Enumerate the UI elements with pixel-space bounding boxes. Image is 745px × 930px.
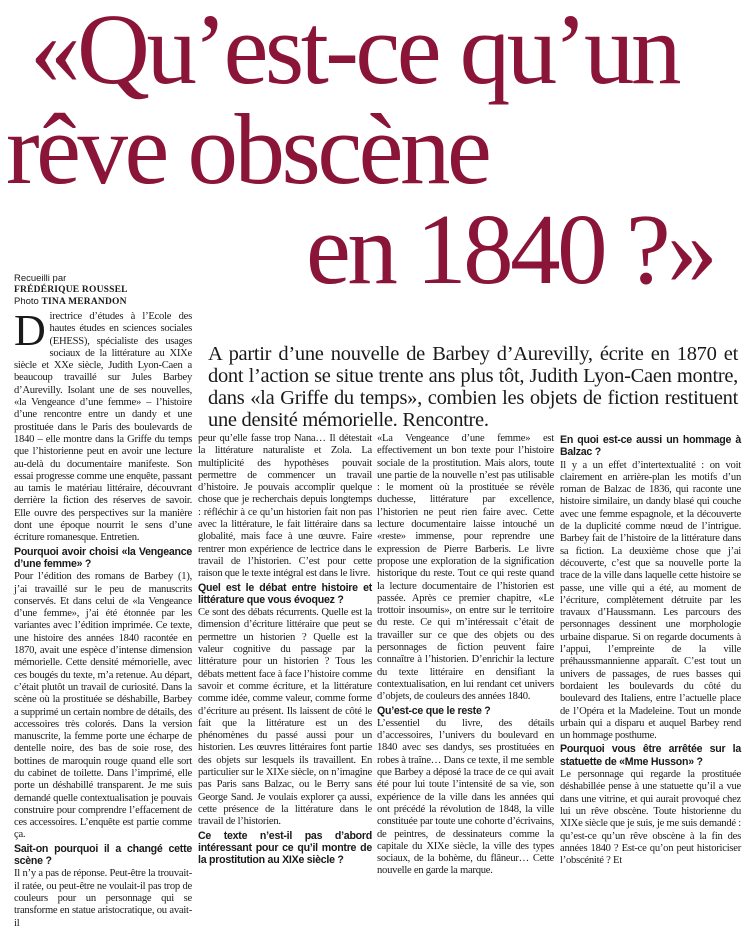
photo-credit: Photo TINA MERANDON bbox=[14, 296, 127, 307]
answer: Le personnage qui regarde la prostituée déshabillée pense à une statuette qu’il a vue dans une vitrine, et qui aurait provoqué chez lui un rêve obscène. Toute historienne du XIXe siècle que je suis, je me suis demandé : qu’est-ce qu’un rêve obscène à la fin des années 1840 ? Est-ce qu’on peut historiciser l’obscénité ? Et bbox=[560, 769, 741, 867]
answer: peur qu’elle fasse trop Nana… Il détestait la littérature naturaliste et Zola. La multiplicité des hypothèses pouvait permettre de commencer un travail d’histoire. Je pouvais accomplir quelque chose que je recherchais depuis longtemps : réfléchir à ce qu’un historien fait non pas avec la littérature, le fait littéraire dans sa globalité, mais face à une œuvre. Faire rentrer mon expérience de lectrice dans le travail de l’historien. C’est pour cette raison que le texte intégral est dans le livre. bbox=[198, 433, 372, 580]
article-column-1 bbox=[14, 306, 192, 929]
article-column-3 bbox=[377, 433, 554, 877]
answer: Pour l’édition des romans de Barbey (1), j’ai travaillé sur le peu de manuscrits conservés. Et dans celui de «la Vengeance d’une femme», j’ai été étonnée par les variantes avec l’édition imprimée. Ce texte, une histoire des années 1840 racontée en 1870, avait une espèce d’intense dimension mémorielle. Cette densité mémorielle, avec ces bougés du texte, m’a retenue. Au départ, c’était plutôt un travail de curiosité. Dans la scène où la prostituée se déshabille, Barbey a supprimé un certain nombre de détails, des accessoires très colorés. Dans la version manuscrite, la femme porte une écharpe de dentelle noire, des bas de soie rose, des bottines de maroquin rouge quand elle sort du cabinet de toilette. Dans l’imprimé, elle porte un déshabillé transparent. Je me suis demandé quelle contextualisation je pouvais construire pour comprendre l’effacement de ces accessoires. L’enquête est partie comme ça. bbox=[14, 571, 192, 841]
answer: «La Vengeance d’une femme» est effectivement un bon texte pour l’histoire sociale de la prostitution. Mais alors, toute une partie de la nouvelle n’est pas utilisable : le moment où la prostituée se révèle duchesse, littérature par excellence, l’historien ne peut rien faire avec. Cette lecture documentaire laisse intouché un «reste» immense, pour reprendre une expression de Pierre Barberis. Le livre propose une exploration de la signification historique du reste. Tout ce qui reste quand la lecture documentaire de l’historien est passée. Après ce premier chapitre, «Le trottoir insoumis», on entre sur le territoire du reste. Ce qui m’intéressait c’était de travailler sur ce que des objets ou des personnages de fiction peuvent faire connaître à l’historien. D’enrichir la lecture du texte littéraire en densifiant la contextualisation, en lui rendant cet univers d’objets, de couleurs des années 1840. bbox=[377, 433, 554, 703]
question: Pourquoi avoir choisi «la Vengeance d’une femme» ? bbox=[14, 545, 192, 570]
answer: Il y a un effet d’intertextualité : on voit clairement en arrière-plan les motifs d’un roman de Balzac de 1836, qui raconte une histoire similaire, un dandy blasé qui couche avec une femme espagnole, et la découverte de la duplicité comme nœud de l’intrigue. Barbey fait de l’histoire de la littérature dans sa fiction. La deuxième chose que j’ai découverte, c’est que sa nouvelle porte la trace de la ville dans laquelle cette histoire se passe, une ville qui a été, au moment de l’écriture, complètement détruite par les travaux d’Haussmann. Les parcours des personnages dessinent une morphologie urbaine disparue. Si on regarde documents à l’appui, l’empreinte de la ville préhaussmannienne apparaît. C’est tout un univers de passages, de rues basses qui bordaient les boulevards du côté du boulevard des Italiens, entre l’actuelle place de l’Opéra et la Madeleine. Tout un monde urbain qui a disparu et auquel Barbey rend un hommage posthume. bbox=[560, 459, 741, 742]
headline-line-3: en 1840 ?» bbox=[306, 193, 715, 305]
question: Sait-on pourquoi il a changé cette scène ? bbox=[14, 842, 192, 868]
answer: L’essentiel du livre, des détails d’accessoires, l’univers du boulevard en 1840 avec ses dandys, ses prostituées en robes à traîne… Dans ce texte, il me semble que Barbey a déposé la trace de ce qui avait été pour lui toute l’intensité de sa vie, son expérience de la ville dans les années qui ont précédé la révolution de 1848, la ville constituée par toute une cohorte d’écrivains, de peintres, de dessinateurs comme la capitale du XIXe siècle, la ville des types sociaux, de la bohème, du flâneur… Cette nouvelle en garde la marque. bbox=[377, 717, 554, 877]
answer: Ce sont des débats récurrents. Quelle est la dimension d’écriture littéraire que peut se permettre un historien ? Quelle est la valeur cognitive du passage par la littérature pour un historien ? Tous les débats mettent face à face l’histoire comme savoir et comme écriture, et la littérature comme idée, comme valeur, comme forme d’écriture au présent. Ils laissent de côté le fait que la littérature est un des phénomènes du passé aussi pour un historien. Les œuvres littéraires font partie des objets sur lesquels ils travaillent. En particulier sur le XIXe siècle, on n’imagine pas Paris sans Balzac, ou le Berry sans George Sand. Je voulais explorer ça aussi, cette présence de la littérature dans le travail de l’historien. bbox=[198, 607, 372, 828]
drop-cap: D bbox=[14, 306, 46, 355]
collected-by-name: FRÉDÉRIQUE ROUSSEL bbox=[14, 285, 128, 295]
headline-line-2: rêve obscène bbox=[6, 93, 489, 205]
article-column-4 bbox=[560, 433, 741, 867]
question: Pourquoi vous être arrêtée sur la statuette de «Mme Husson» ? bbox=[560, 743, 741, 768]
collected-by-label: Recueilli par bbox=[14, 273, 67, 284]
question: En quoi est-ce aussi un hommage à Balzac ? bbox=[560, 434, 741, 459]
article-column-2 bbox=[198, 433, 372, 867]
question: Quel est le débat entre histoire et littérature que vous évoquez ? bbox=[198, 581, 372, 606]
standfirst: A partir d’une nouvelle de Barbey d’Aurevilly, écrite en 1870 et dont l’action se situe trente ans plus tôt, Judith Lyon-Caen montre, dans «la Griffe du temps», combien les objets de fiction restituent une densité mémorielle. Rencontre. bbox=[208, 343, 738, 431]
headline-line-1: «Qu’est-ce qu’un bbox=[30, 0, 678, 105]
question: Qu’est-ce que le reste ? bbox=[377, 704, 491, 717]
question: Ce texte n’est-il pas d’abord intéressant pour ce qu’il montre de la prostitution au XIXe siècle ? bbox=[198, 829, 372, 867]
answer: Il n’y a pas de réponse. Peut-être la trouvait-il ratée, ou peut-être ne voulait-il pas trop de couleurs pour un personnage qui se transforme en statue aristocratique, ou avait-il bbox=[14, 868, 192, 929]
article-intro: Directrice d’études à l’Ecole des hautes études en sciences sociales (EHESS), spécialiste des usages sociaux de la littérature au XIXe siècle et XXe siècle, Judith Lyon-Caen a beaucoup travaillé sur Jules Barbey d’Aurevilly. Isolant une de ses nouvelles, «la Vengeance d’une femme» – l’histoire d’une rencontre entre un dandy et une prostituée dans le Paris des boulevards de 1840 – elle montre dans la Griffe du temps que l’historienne peut en avoir une lecture au-delà du documentaire manifeste. Son essai progresse comme une enquête, passant au tamis le matériau littéraire, découvrant derrière la fiction des réserves de savoir. Elle ouvre des perspectives sur la manière dont une époque nourrit le sens d’une écriture romanesque. Entretien. bbox=[14, 306, 192, 544]
byline bbox=[14, 273, 128, 308]
